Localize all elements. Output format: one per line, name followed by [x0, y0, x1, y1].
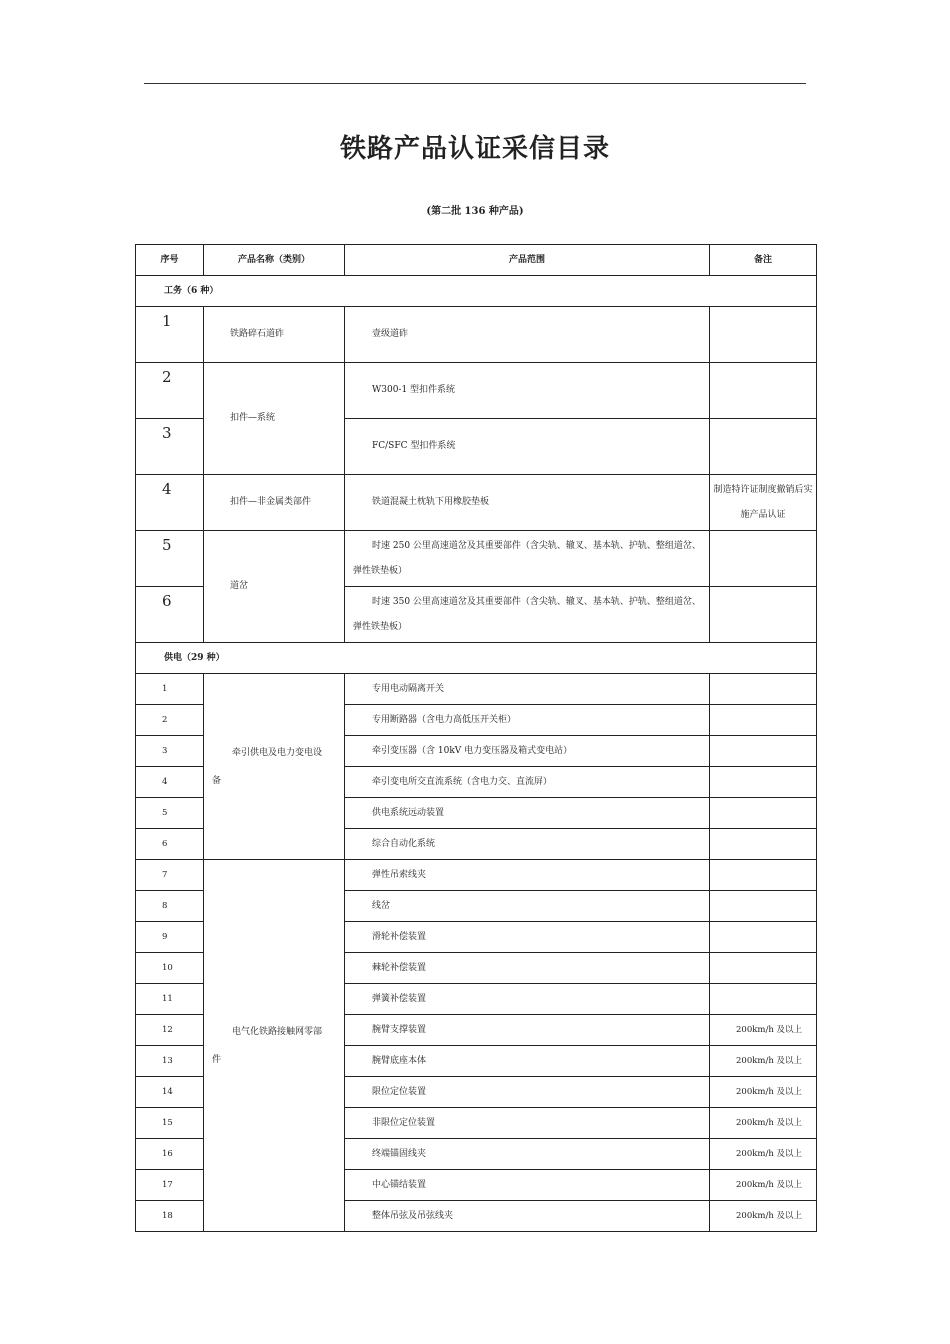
table-row — [136, 531, 817, 587]
product-name: 铁路碎石道砟 — [204, 307, 345, 363]
row-no: 10 — [136, 953, 204, 984]
row-note — [710, 419, 817, 475]
header-scope: 产品范围 — [345, 245, 710, 276]
row-no: 8 — [136, 891, 204, 922]
row-no: 14 — [136, 1077, 204, 1108]
table-row — [136, 307, 817, 363]
section-label: 供电（29 种） — [136, 643, 817, 674]
product-name: 电气化铁路接触网零部件 — [204, 860, 345, 1232]
row-note — [710, 587, 817, 643]
product-name: 道岔 — [204, 531, 345, 643]
product-scope: 弹簧补偿装置 — [345, 984, 710, 1015]
row-no: 7 — [136, 860, 204, 891]
row-no: 15 — [136, 1108, 204, 1139]
product-scope: 时速 250 公里高速道岔及其重要部件（含尖轨、辙叉、基本轨、护轨、整组道岔、弹性铁垫板） — [345, 531, 710, 587]
row-no: 1 — [136, 674, 204, 705]
page-subtitle: (第二批 136 种产品) — [426, 206, 524, 217]
section-label: 工务（6 种） — [136, 276, 817, 307]
row-note — [710, 705, 817, 736]
row-note — [710, 674, 817, 705]
row-note: 200km/h 及以上 — [710, 1201, 817, 1232]
product-scope: 铁道混凝土枕轨下用橡胶垫板 — [345, 475, 710, 531]
row-note — [710, 984, 817, 1015]
product-name: 牵引供电及电力变电设备 — [204, 674, 345, 860]
product-name: 扣件—系统 — [204, 363, 345, 475]
product-scope: 时速 350 公里高速道岔及其重要部件（含尖轨、辙叉、基本轨、护轨、整组道岔、弹性铁垫板） — [345, 587, 710, 643]
table-row — [136, 475, 817, 531]
product-scope: 腕臂底座本体 — [345, 1046, 710, 1077]
product-scope: 供电系统远动装置 — [345, 798, 710, 829]
product-scope: W300-1 型扣件系统 — [345, 363, 710, 419]
row-no: 16 — [136, 1139, 204, 1170]
header-rule — [144, 83, 806, 84]
product-scope: 专用电动隔离开关 — [345, 674, 710, 705]
row-no: 5 — [136, 531, 204, 587]
product-scope: FC/SFC 型扣件系统 — [345, 419, 710, 475]
row-no: 2 — [136, 705, 204, 736]
row-note — [710, 767, 817, 798]
product-scope: 滑轮补偿装置 — [345, 922, 710, 953]
row-note: 200km/h 及以上 — [710, 1108, 817, 1139]
table-header-row — [136, 245, 817, 276]
product-scope: 终端锚固线夹 — [345, 1139, 710, 1170]
row-no: 6 — [136, 829, 204, 860]
product-scope: 专用断路器（含电力高低压开关柜） — [345, 705, 710, 736]
row-note — [710, 891, 817, 922]
section-row-track — [136, 276, 817, 307]
table-row — [136, 860, 817, 891]
row-no: 4 — [136, 767, 204, 798]
row-note: 200km/h 及以上 — [710, 1046, 817, 1077]
product-scope: 棘轮补偿装置 — [345, 953, 710, 984]
product-scope: 牵引变电所交直流系统（含电力交、直流屏） — [345, 767, 710, 798]
product-scope: 限位定位装置 — [345, 1077, 710, 1108]
row-no: 17 — [136, 1170, 204, 1201]
row-no: 13 — [136, 1046, 204, 1077]
header-no: 序号 — [136, 245, 204, 276]
row-no: 3 — [136, 736, 204, 767]
page-title: 铁路产品认证采信目录 — [339, 134, 610, 164]
product-scope: 非限位定位装置 — [345, 1108, 710, 1139]
row-no: 6 — [136, 587, 204, 643]
catalog-table — [135, 244, 817, 1232]
row-no: 11 — [136, 984, 204, 1015]
row-no: 3 — [136, 419, 204, 475]
row-no: 5 — [136, 798, 204, 829]
row-no: 1 — [136, 307, 204, 363]
row-note — [710, 531, 817, 587]
product-scope: 整体吊弦及吊弦线夹 — [345, 1201, 710, 1232]
header-note: 备注 — [710, 245, 817, 276]
row-note — [710, 363, 817, 419]
row-no: 9 — [136, 922, 204, 953]
header-name: 产品名称（类别） — [204, 245, 345, 276]
row-note — [710, 953, 817, 984]
product-scope: 牵引变压器（含 10kV 电力变压器及箱式变电站） — [345, 736, 710, 767]
product-name: 扣件—非金属类部件 — [204, 475, 345, 531]
row-no: 18 — [136, 1201, 204, 1232]
row-note — [710, 829, 817, 860]
table-row — [136, 363, 817, 419]
row-note: 200km/h 及以上 — [710, 1015, 817, 1046]
row-no: 12 — [136, 1015, 204, 1046]
row-note — [710, 922, 817, 953]
row-no: 2 — [136, 363, 204, 419]
product-scope: 弹性吊索线夹 — [345, 860, 710, 891]
product-scope: 线岔 — [345, 891, 710, 922]
row-note: 200km/h 及以上 — [710, 1077, 817, 1108]
row-note: 200km/h 及以上 — [710, 1139, 817, 1170]
row-no: 4 — [136, 475, 204, 531]
product-scope: 综合自动化系统 — [345, 829, 710, 860]
product-scope: 壹级道砟 — [345, 307, 710, 363]
row-note: 制造特许证制度撤销后实施产品认证 — [710, 475, 817, 531]
table-row — [136, 674, 817, 705]
section-row-power — [136, 643, 817, 674]
row-note: 200km/h 及以上 — [710, 1170, 817, 1201]
row-note — [710, 798, 817, 829]
row-note — [710, 736, 817, 767]
row-note — [710, 860, 817, 891]
product-scope: 腕臂支撑装置 — [345, 1015, 710, 1046]
row-note — [710, 307, 817, 363]
product-scope: 中心锚结装置 — [345, 1170, 710, 1201]
